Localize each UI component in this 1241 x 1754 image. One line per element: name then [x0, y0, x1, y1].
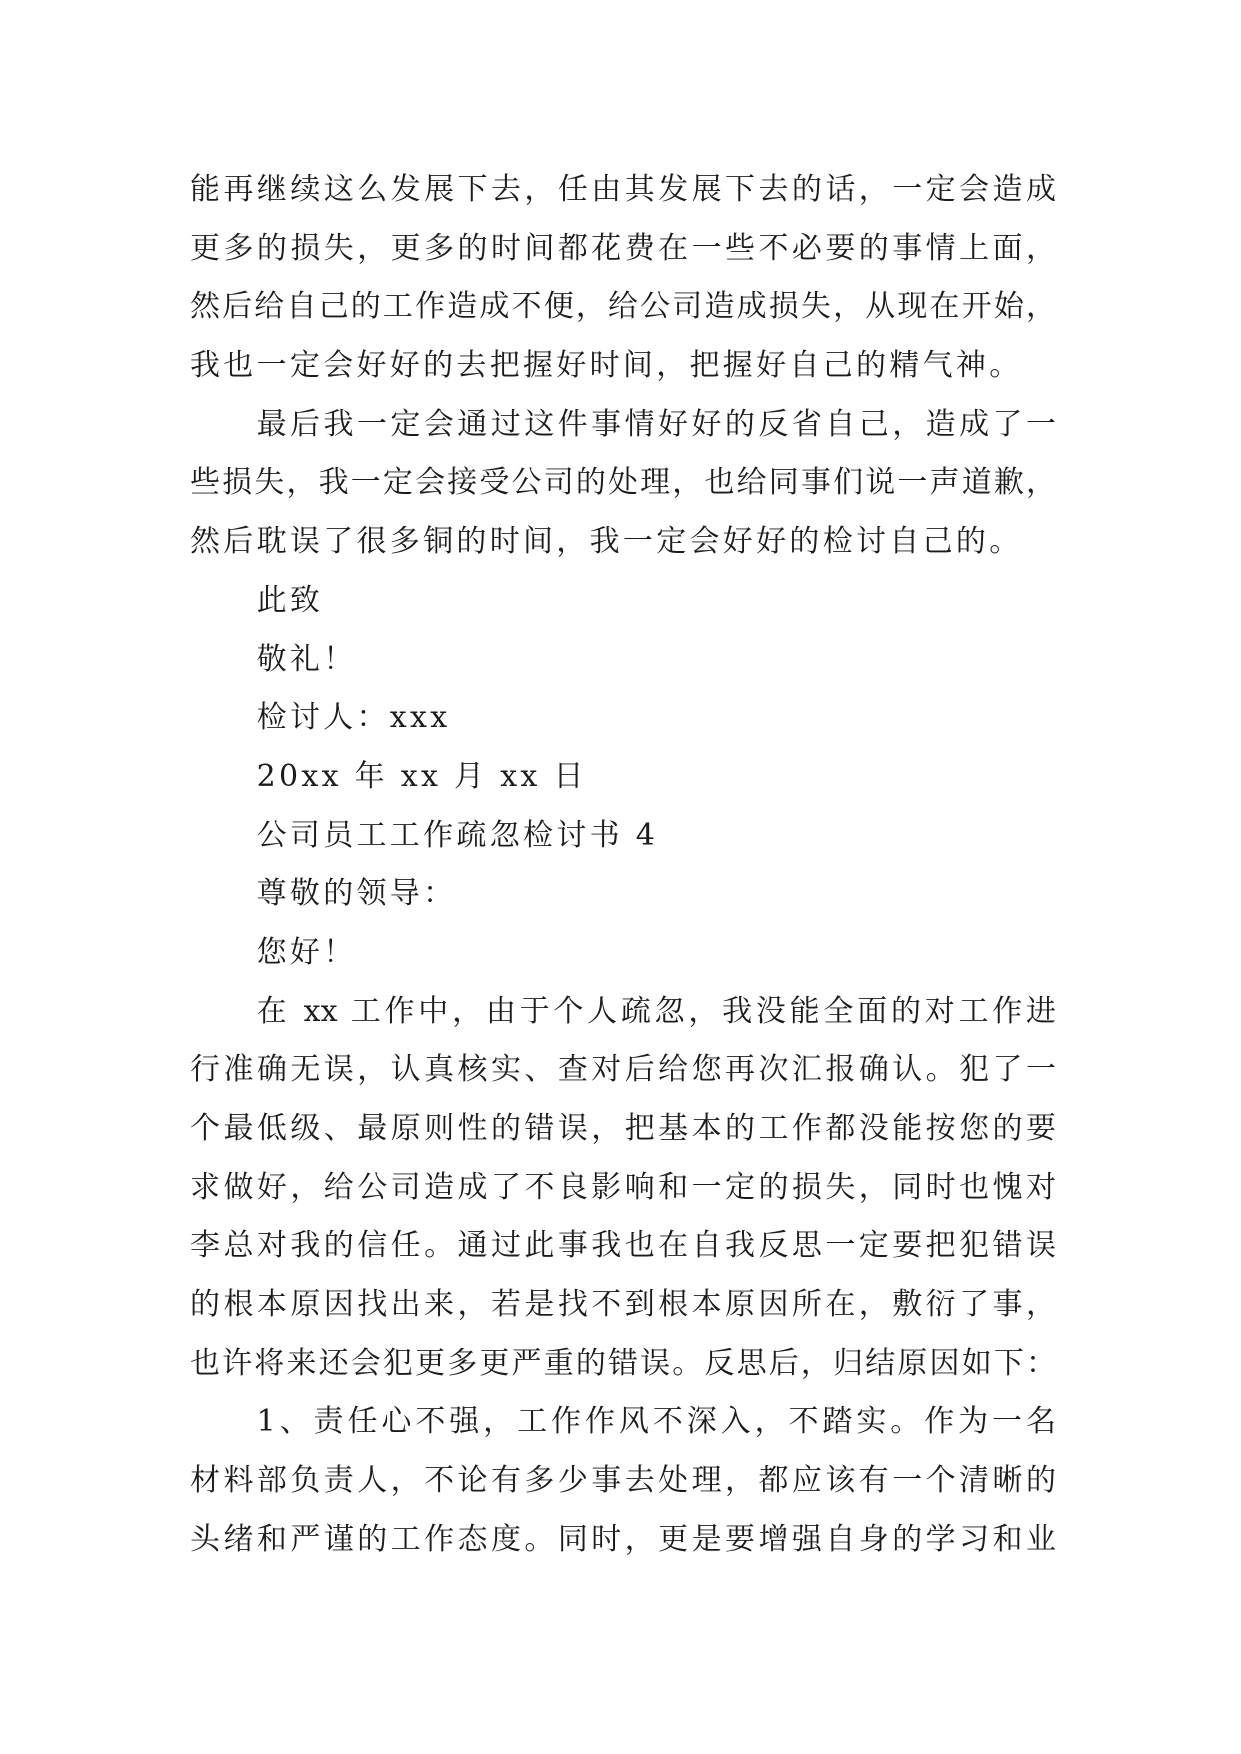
paragraph-line: 更多的损失，更多的时间都花费在一些不必要的事情上面，	[190, 230, 1056, 266]
paragraph-line: 能再继续这么发展下去，任由其发展下去的话，一定会造成	[190, 172, 1056, 207]
greeting: 您好！	[256, 934, 357, 970]
salutation: 尊敬的领导：	[256, 876, 457, 912]
paragraph-line: 最后我一定会通过这件事情好好的反省自己，造成了一	[256, 406, 1056, 442]
paragraph-line: 些损失，我一定会接受公司的处理，也给同事们说一声道歉，	[190, 465, 1056, 501]
paragraph-line: 个最低级、最原则性的错误，把基本的工作都没能按您的要	[190, 1111, 1056, 1146]
closing-phrase: 此致	[256, 582, 324, 618]
paragraph-line: 然后耽误了很多铜的时间，我一定会好好的检讨自己的。	[190, 524, 1023, 560]
document-body	[190, 161, 1056, 1570]
list-item-line: 1、责任心不强，工作作风不深入，不踏实。作为一名	[256, 1404, 1056, 1440]
paragraph-line: 在 xx 工作中，由于个人疏忽，我没能全面的对工作进	[256, 993, 1056, 1029]
paragraph-line: 也许将来还会犯更多更严重的错误。反思后，归结原因如下：	[190, 1345, 1056, 1381]
paragraph-line: 的根本原因找出来，若是找不到根本原因所在，敷衍了事，	[190, 1287, 1056, 1323]
paragraph-line: 求做好，给公司造成了不良影响和一定的损失，同时也愧对	[190, 1169, 1056, 1205]
paragraph-line: 行准确无误，认真核实、查对后给您再次汇报确认。犯了一	[190, 1052, 1056, 1088]
paragraph-line: 然后给自己的工作造成不便，给公司造成损失，从现在开始，	[190, 289, 1056, 325]
list-item-line: 材料部负责人，不论有多少事去处理，都应该有一个清晰的	[190, 1463, 1056, 1499]
list-item-line: 头绪和严谨的工作态度。同时，更是要增强自身的学习和业	[190, 1521, 1056, 1557]
closing-salute: 敬礼！	[256, 641, 357, 677]
paragraph-line: 我也一定会好好的去把握好时间，把握好自己的精气神。	[190, 348, 1023, 384]
signature-line: 检讨人：xxx	[256, 700, 451, 736]
paragraph-line: 李总对我的信任。通过此事我也在自我反思一定要把犯错误	[190, 1228, 1056, 1264]
section-title: 公司员工工作疏忽检讨书 4	[256, 817, 659, 853]
date-line: 20xx 年 xx 月 xx 日	[256, 758, 587, 794]
